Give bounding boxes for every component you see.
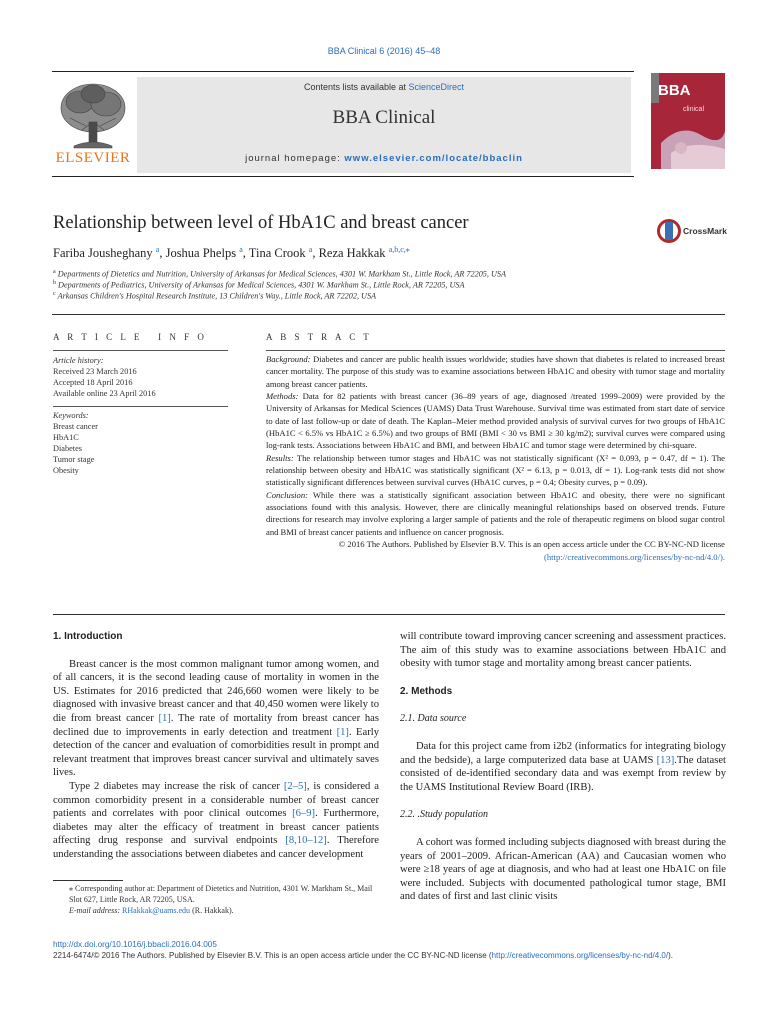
- author-list: Fariba Jousheghany $^a$, Joshua Phelps $^a$, Tina Crook $^a$, Reza Hakkak $^{a,b,c,⁎}$: [53, 245, 410, 261]
- article-info-rule: [53, 350, 228, 351]
- intro-text: , is considered a common comorbidity present in a considerable number of breast cancer patients and correlates with poor clinical outcomes: [53, 780, 379, 820]
- intro-text: . Furthermore, diabetes may alter the efficacy of treatment in breast cancer patients affecting drug response and survival endpoints: [53, 808, 379, 847]
- intro-text: Type 2 diabetes may increase the risk of cancer: [69, 780, 284, 792]
- running-head[interactable]: BBA Clinical 6 (2016) 45–48: [327, 46, 441, 56]
- affiliation-sup: b: [53, 280, 56, 286]
- intro-text: . Early detection of the cancer and evaluation of comorbidities result in prompt and relevant treatment that improves breast cancer survival and ultimately saves lives.: [53, 726, 379, 779]
- affiliation: [53, 269, 506, 279]
- article-history: [53, 355, 228, 399]
- masthead-rule-bottom: [52, 176, 634, 177]
- keyword-item: Diabetes: [53, 444, 83, 453]
- license-link[interactable]: (http://creativecommons.org/licenses/by-nc-nd/4.0/).: [544, 551, 725, 562]
- data-source-text: Data for this project came from i2b2 (informatics for integrating biology and the bedside), a large computerized data base at UAMS: [400, 740, 726, 766]
- history-accepted: Accepted 18 April 2016: [53, 378, 133, 387]
- intro-paragraph-1: [53, 658, 379, 780]
- affiliation-text: Departments of Pediatrics, University of Arkansas for Medical Sciences, 4301 W. Markham St., Little Rock, AR 72205, USA: [58, 280, 465, 290]
- reference-link[interactable]: [13]: [656, 754, 675, 766]
- abstract-bottom-rule: [53, 614, 725, 615]
- keyword-item: Breast cancer: [53, 422, 98, 431]
- abstract-methods: [266, 390, 725, 452]
- affiliation-text: Arkansas Children's Hospital Research Institute, 13 Children's Way., Little Rock, AR 72202, USA: [57, 291, 377, 301]
- author-affil-sup[interactable]: a: [239, 245, 243, 254]
- keyword-item: HbA1C: [53, 433, 79, 442]
- title-divider: [52, 314, 725, 315]
- issn-license-line: [53, 951, 725, 960]
- affiliation-sup: a: [53, 269, 56, 275]
- author-name[interactable]: Tina Crook: [248, 246, 306, 261]
- contents-prefix: Contents lists available at: [303, 82, 409, 92]
- section-heading-introduction: 1. Introduction: [53, 631, 123, 642]
- author-name[interactable]: Reza Hakkak: [318, 246, 386, 261]
- doi-line: [53, 940, 217, 949]
- conclusion-text: While there was a statistically significant association between HbA1C and obesity, there were no significant associations found with this analysis. However, there are clinically meaningful relationships based on observed trends. Future directions for research may involve exploring a larger sample of patients and the role of therapeutic regimens on blood sugar control and BMI of breast cancer patients and influence on cancer prognosis.: [266, 489, 725, 537]
- history-label: Article history:: [53, 356, 104, 365]
- methods-label: Methods:: [266, 391, 299, 402]
- keyword-item: Tumor stage: [53, 455, 95, 464]
- abstract-body: [266, 353, 725, 563]
- body-column-left: [53, 630, 379, 862]
- keywords: [53, 410, 228, 476]
- sciencedirect-link[interactable]: ScienceDirect: [408, 82, 465, 92]
- affiliation-sup: c: [53, 291, 56, 297]
- intro-paragraph-2: [53, 780, 379, 862]
- history-received: Received 23 March 2016: [53, 367, 137, 376]
- keyword-item: Obesity: [53, 466, 79, 475]
- journal-homepage: [137, 153, 631, 164]
- subsection-heading-data-source: 2.1. Data source: [400, 713, 467, 725]
- abstract-rule: [266, 350, 725, 351]
- affiliation: [53, 280, 464, 290]
- background-label: Background:: [266, 354, 311, 364]
- abstract-heading: A B S T R A C T: [266, 332, 372, 342]
- doi-link[interactable]: http://dx.doi.org/10.1016/j.bbacli.2016.04.005: [53, 940, 217, 949]
- reference-link[interactable]: [1]: [336, 726, 349, 738]
- article-title: Relationship between level of HbA1C and breast cancer: [53, 213, 469, 233]
- body-column-right: [400, 630, 726, 904]
- journal-name: BBA Clinical: [332, 107, 436, 128]
- abstract-background: [266, 353, 725, 390]
- author-affil-sup[interactable]: a,b,c,⁎: [388, 245, 410, 254]
- footnote-star: ⁎: [69, 884, 73, 893]
- issn-text: 2214-6474/© 2016 The Authors. Published by Elsevier B.V. This is an open access article under the CC BY-NC-ND license (: [53, 951, 492, 960]
- email-link[interactable]: RHakkak@uams.edu: [122, 906, 191, 915]
- affiliation: [53, 291, 376, 301]
- email-label: E-mail address:: [69, 906, 121, 915]
- author-name[interactable]: Joshua Phelps: [165, 246, 237, 261]
- contents-line: [137, 82, 631, 92]
- abstract-conclusion: [266, 489, 725, 538]
- abstract-results: [266, 452, 725, 489]
- results-label: Results:: [266, 452, 294, 463]
- homepage-link[interactable]: www.elsevier.com/locate/bbaclin: [344, 153, 523, 164]
- cover-title: BBA: [658, 82, 691, 99]
- footnote-body: Corresponding author at: Department of Dietetics and Nutrition, 4301 W. Markham St., Mail Slot 627, Little Rock, AR 72205, USA.: [69, 884, 373, 904]
- homepage-prefix: journal homepage:: [245, 153, 345, 164]
- email-suffix: (R. Hakkak).: [190, 906, 234, 915]
- footer-license-link[interactable]: http://creativecommons.org/licenses/by-nc-nd/4.0/: [491, 951, 669, 960]
- author-affil-sup[interactable]: a: [155, 245, 160, 254]
- conclusion-label: Conclusion:: [266, 489, 309, 500]
- intro-text: . Therefore understanding the associations between diabetes and cancer development: [53, 835, 379, 860]
- intro-text: Breast cancer is the most common malignant tumor among women, and of all cancers, it is the second leading cause of mortality in women in the US. Estimates for 2016 predicted that 246,660 women were likely to be diagnosed with invasive breast cancer and that 40,450 women were likely to die from breast cancer: [53, 658, 379, 724]
- reference-link[interactable]: [8,10–12]: [285, 835, 327, 847]
- cover-subtitle: clinical: [683, 106, 705, 113]
- masthead-rule-top: [52, 71, 634, 72]
- reference-link[interactable]: [6–9]: [292, 808, 316, 820]
- corresponding-author-footnote: [53, 883, 379, 916]
- intro-text: . The rate of mortality from breast cancer has declined due to improvements in early detection and treatment: [53, 712, 379, 738]
- footnote-email: [53, 905, 379, 916]
- subsection-heading-study-population: 2.2. .Study population: [400, 809, 489, 821]
- keywords-rule: [53, 406, 228, 407]
- methods-text: Data for 82 patients with breast cancer (36–89 years of age, diagnosed /treated 1999–2009) were provided by the University of Arkansas for Medical Sciences (UAMS) Data Trust Warehouse. Survival time was estimated from start date of service to date of last follow-up or date of death. The Kaplan–Meier method provided analysis of survival curves for two groups of HbA1C (HbA1C < 6.5% vs HbA1C ≥ 6.5%) and two groups of BMI (BMI < 30 vs BMI ≥ 30 kg/m2); survival curves were compared using log-rank tests. Associations between HbA1C and BMI, and between HbA1C and tumor stage were determined by chi-square.: [266, 391, 725, 451]
- author-affil-sup[interactable]: a: [308, 245, 313, 254]
- footnote-text: [53, 883, 379, 905]
- footnote-rule: [53, 880, 123, 881]
- license-statement: [266, 538, 725, 563]
- keywords-label: Keywords:: [53, 411, 89, 420]
- section-heading-methods: 2. Methods: [400, 685, 453, 697]
- affiliation-text: Departments of Dietetics and Nutrition, University of Arkansas for Medical Sciences, 4301 W. Markham St., Little Rock, AR 72205, USA: [57, 269, 507, 279]
- issn-end: ).: [668, 951, 673, 960]
- elsevier-wordmark[interactable]: ELSEVIER: [55, 150, 131, 166]
- history-online: Available online 23 April 2016: [53, 389, 156, 398]
- background-text: Diabetes and cancer are public health issues worldwide; studies have shown that diabetes is related to increased breast cancer mortality. The purpose of this study was to examine associations between HbA1C and obesity with tumor stage and mortality among breast cancer patients.: [266, 354, 725, 389]
- article-info-heading: A R T I C L E I N F O: [53, 332, 207, 342]
- reference-link[interactable]: [1]: [158, 712, 171, 724]
- author-name[interactable]: Fariba Jousheghany: [53, 246, 153, 261]
- study-population-paragraph: A cohort was formed including subjects diagnosed with breast during the years of 2001–2009. African-American (AA) and Caucasian women who were ≥18 years of age at diagnosis, and who had at least one HbA1C on file were included. Subjects with documented pathological tumor stage, BMI and dates of first and last clinic visits: [400, 836, 726, 903]
- license-text: © 2016 The Authors. Published by Elsevier B.V. This is an open access article under the CC BY-NC-ND license: [338, 539, 725, 550]
- reference-link[interactable]: [2–5]: [283, 780, 307, 792]
- results-text: The relationship between tumor stages and HbA1C was not statistically significant (X² = 0.093, p = 0.47, df = 1). The relationship between obesity and HbA1C was statistically significant (X² = 6.13, p = 0.013, df = 1). Log-rank tests did not show statistically significant differences between survival curves (HbA1C curves, p = 0.4; Obesity curves, p = 0.09).: [266, 452, 725, 488]
- crossmark-label[interactable]: CrossMark: [683, 226, 727, 236]
- data-source-text: .The dataset consisted of de-identified secondary data and was exempt from review by the UAMS Institutional Review Board (IRB).: [400, 754, 726, 793]
- data-source-paragraph: [400, 740, 726, 794]
- intro-continuation: will contribute toward improving cancer screening and assessment practices. The aim of this study was to examine associations between HbA1C and obesity with tumor stage and mortality among breast cancer patients.: [400, 631, 726, 670]
